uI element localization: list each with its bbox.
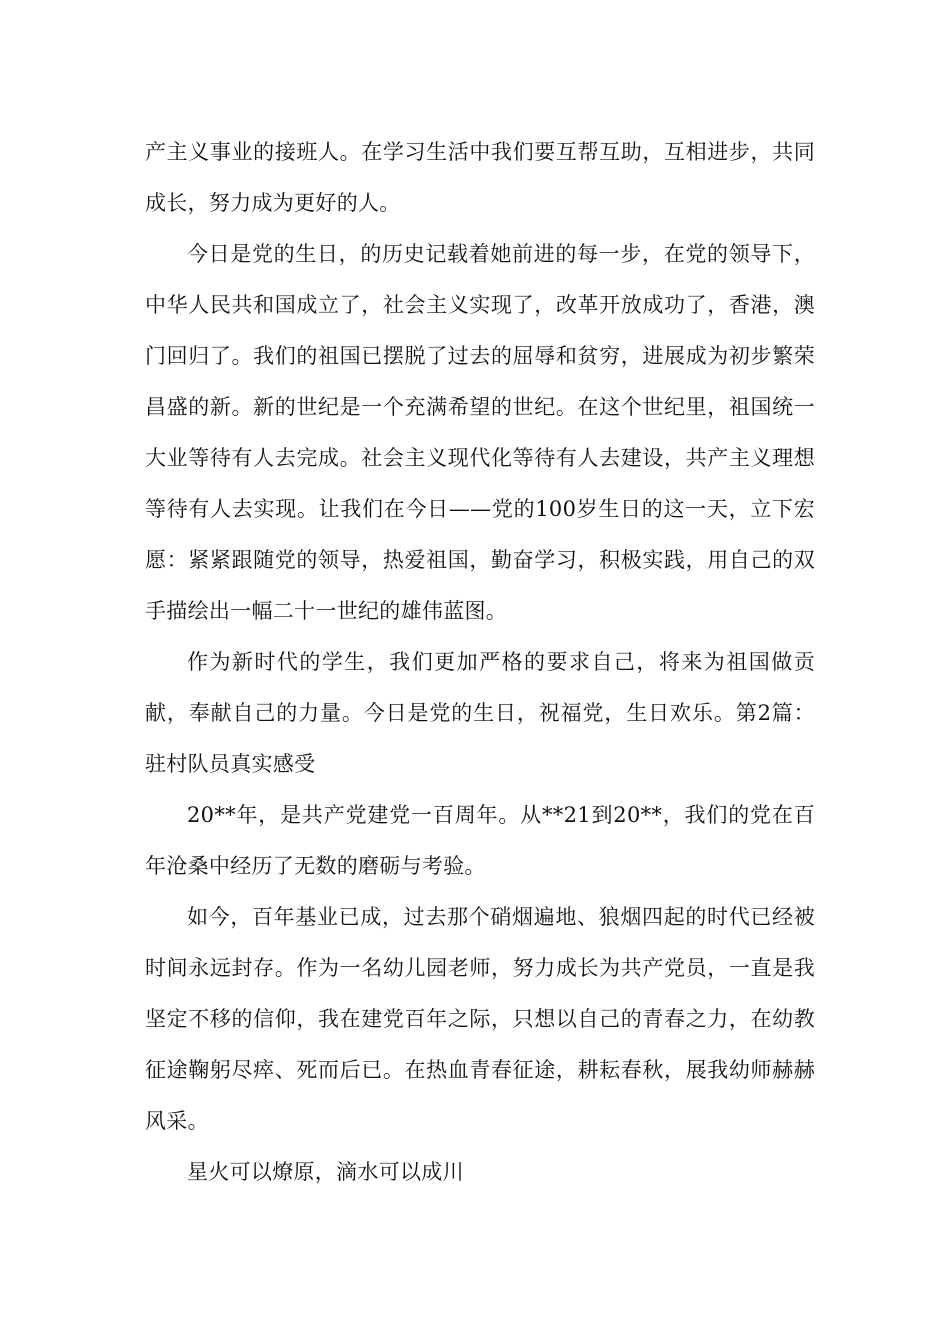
paragraph-continuation: 产主义事业的接班人。在学习生活中我们要互帮互助，互相进步，共同成长，努力成为更好的人。 — [145, 140, 815, 215]
paragraph-spark-prairie: 星火可以燎原，滴水可以成川 — [187, 1160, 464, 1184]
paragraph-new-era-students: 作为新时代的学生，我们更加严格的要求自己，将来为祖国做贡献，奉献自己的力量。今日是党的生日，祝福党，生日欢乐。第2篇：驻村队员真实感受 — [145, 650, 815, 776]
paragraph-party-birthday: 今日是党的生日，的历史记载着她前进的每一步，在党的领导下，中华人民共和国成立了，社会主义实现了，改革开放成功了，香港，澳门回归了。我们的祖国已摆脱了过去的屈辱和贫穷，进展成为初步繁荣昌盛的新。新的世纪是一个充满希望的世纪。在这个世纪里，祖国统一大业等待有人去完成。社会主义现代化等待有人去建设，共产主义理想等待有人去实现。让我们在今日——党的100岁生日的这一天，立下宏愿：紧紧跟随党的领导，热爱祖国，勤奋学习，积极实践，用自己的双手描绘出一幅二十一世纪的雄伟蓝图。 — [145, 242, 815, 623]
paragraph-kindergarten-teacher: 如今，百年基业已成，过去那个硝烟遍地、狼烟四起的时代已经被时间永远封存。作为一名幼儿园老师，努力成长为共产党员，一直是我坚定不移的信仰，我在建党百年之际，只想以自己的青春之力，在幼教征途鞠躬尽瘁、死而后已。在热血青春征途，耕耘春秋，展我幼师赫赫风采。 — [145, 905, 815, 1133]
paragraph-centenary: 20**年，是共产党建党一百周年。从**21到20**，我们的党在百年沧桑中经历了无数的磨砺与考验。 — [145, 803, 815, 878]
document-body — [145, 127, 815, 1198]
